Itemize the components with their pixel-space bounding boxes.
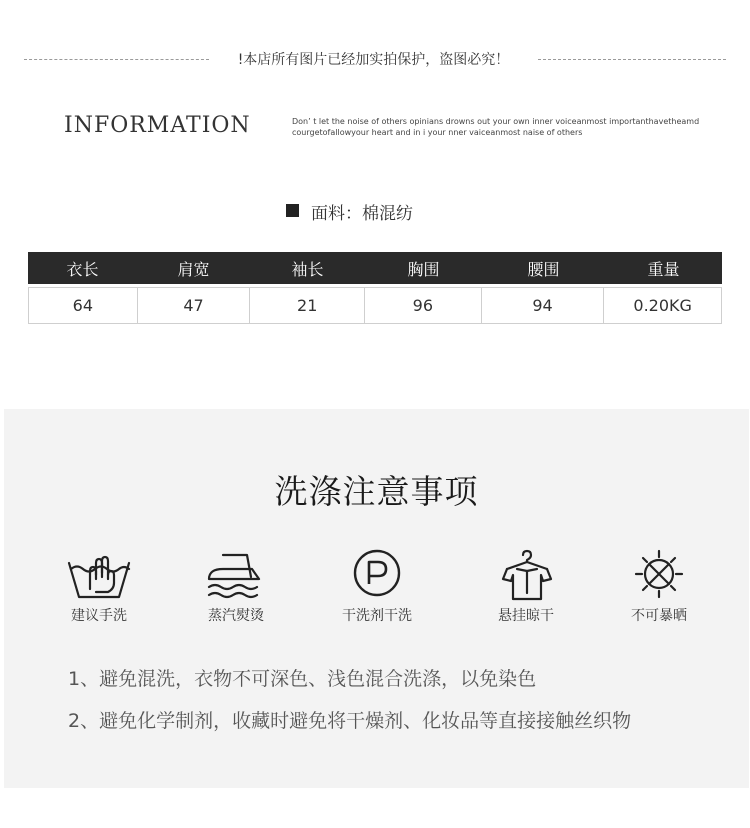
fabric-label: 面料：棉混纺 [311,204,413,224]
table-header-cell: 胸围 [407,259,440,279]
description-line: courgetofallowyour heart and in i your nner vaiceanmost naise of others [292,128,583,137]
table-cell: 21 [250,288,365,323]
table-header-cell: 衣长 [66,259,99,279]
care-instructions-section [4,409,749,788]
care-item-label: 不可暴晒 [631,608,687,624]
fabric-info [286,199,413,224]
table-cell: 96 [365,288,482,323]
table-cell: 0.20KG [633,296,692,315]
no-sun-dry-icon [626,549,692,601]
hang-dry-icon [493,549,559,601]
hand-wash-icon [66,549,132,601]
divider-right [538,59,726,60]
care-item-no-sun-dry [604,549,714,625]
table-header-cell: 腰围 [527,259,560,279]
care-item-steam-iron [181,549,291,625]
table-header-row [28,252,722,284]
divider-left [24,59,209,60]
copyright-notice [0,47,750,71]
table-header-cell: 重量 [647,259,680,279]
care-item-label: 蒸汽熨烫 [208,608,264,624]
information-title: INFORMATION [64,113,251,138]
table-header-cell: 袖长 [291,259,324,279]
notice-text: !本店所有图片已经加实拍保护，盗图必究！ [237,52,510,68]
care-item-hang-dry [471,549,581,625]
square-bullet-icon [286,204,299,217]
table-row [28,287,722,324]
table-header-cell: 肩宽 [177,259,210,279]
care-icons-row [4,549,749,629]
care-note: 1、避免混洗，衣物不可深色、浅色混合洗涤，以免染色 [68,668,537,690]
size-table [28,252,722,324]
table-cell: 64 [29,288,138,323]
dry-clean-p-icon [344,549,410,601]
table-cell: 94 [482,288,605,323]
care-note: 2、避免化学制剂，收藏时避免将干燥剂、化妆品等直接接触丝织物 [68,710,632,732]
table-cell: 47 [138,288,251,323]
care-item-label: 悬挂晾干 [498,608,554,624]
care-item-dry-clean [322,549,432,625]
description-line: Don’ t let the noise of others opinians drowns out your own inner voiceanmost importanthavetheamd [292,117,700,126]
steam-iron-icon [203,549,269,601]
care-item-hand-wash [44,549,154,625]
care-item-label: 干洗剂干洗 [342,608,412,624]
care-title: 洗涤注意事项 [274,472,479,511]
information-description [292,116,712,138]
care-item-label: 建议手洗 [71,608,127,624]
